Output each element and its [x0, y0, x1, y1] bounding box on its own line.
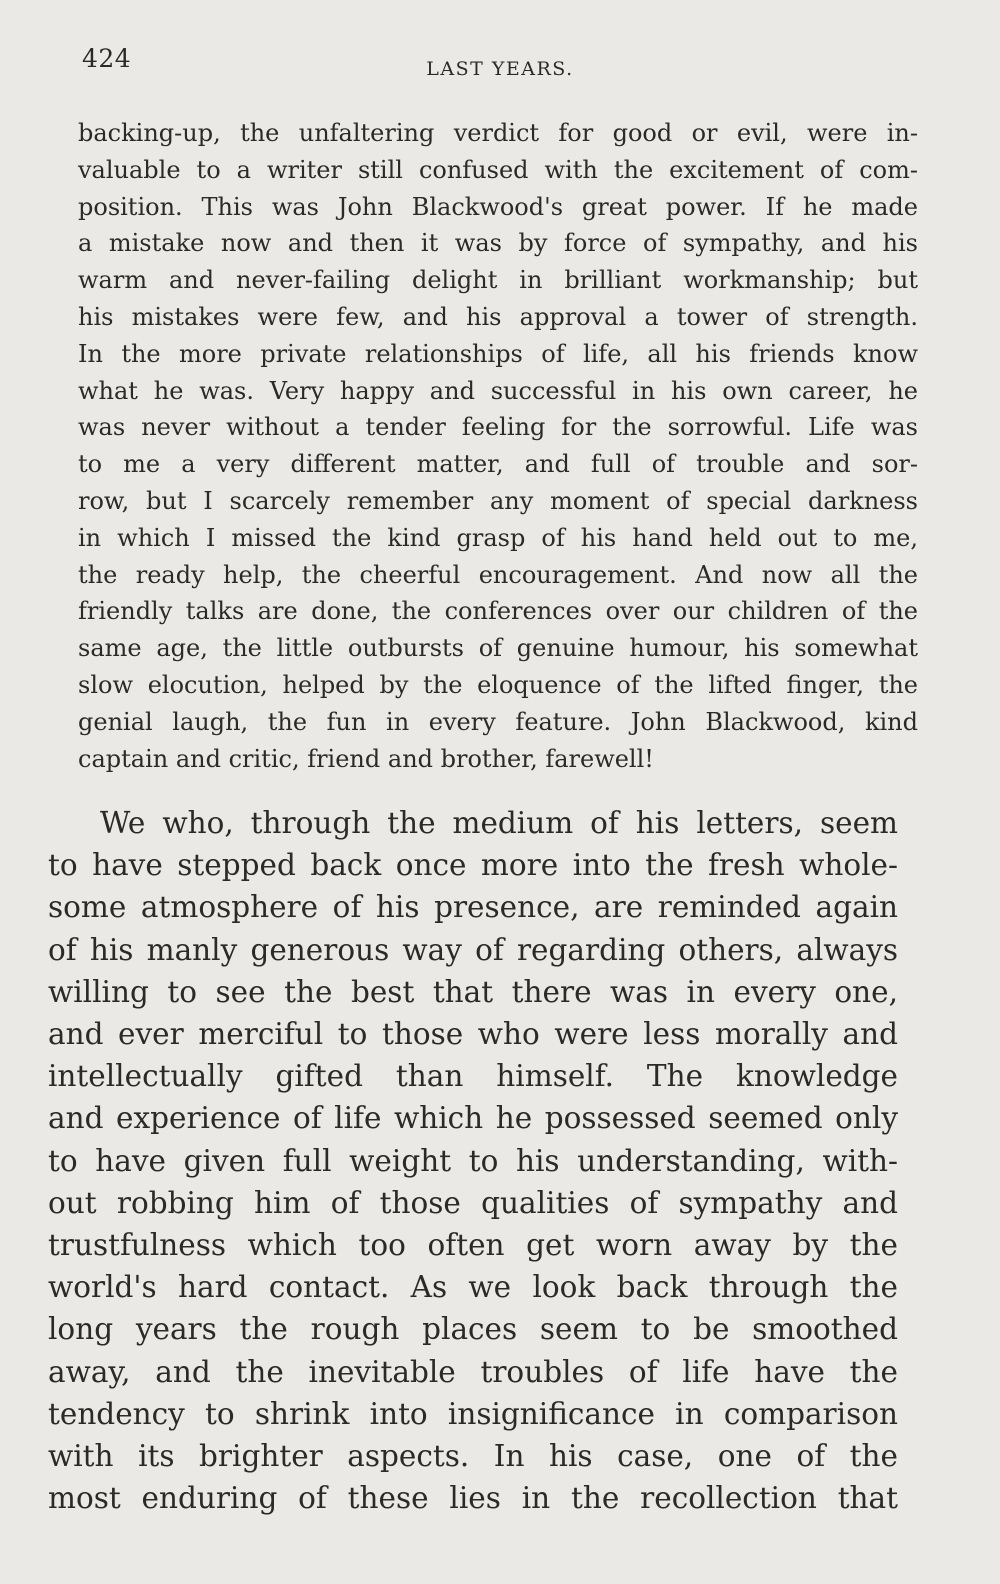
text-line: friendly talks are done, the conferences over our children of the — [78, 597, 918, 626]
text-line: position. This was John Blackwood's great power. If he made — [78, 192, 918, 221]
text-line: to have given full weight to his understanding, with- — [48, 1143, 898, 1178]
text-line: away, and the inevitable troubles of life have the — [48, 1354, 898, 1389]
text-line: what he was. Very happy and successful in his own career, he — [78, 376, 918, 405]
text-line: world's hard contact. As we look back through the — [48, 1270, 898, 1305]
text-line: and ever merciful to those who were less morally and — [48, 1017, 898, 1052]
text-line: backing-up, the unfaltering verdict for good or evil, were in- — [78, 119, 918, 147]
text-line: of his manly generous way of regarding others, always — [48, 932, 898, 967]
text-line: valuable to a writer still confused with the excitement of com- — [78, 155, 918, 184]
text-line: and experience of life which he possessed seemed only — [48, 1101, 898, 1136]
text-line: warm and never-failing delight in brilliant workmanship; but — [78, 266, 918, 295]
text-line: intellectually gifted than himself. The knowledge — [48, 1059, 898, 1094]
text-line: most enduring of these lies in the recollection that — [48, 1481, 898, 1516]
text-line: in which I missed the kind grasp of his hand held out to me, — [78, 523, 918, 552]
running-title: LAST YEARS. — [426, 58, 574, 80]
text-line: tendency to shrink into insignificance in comparison — [48, 1396, 898, 1431]
text-line: We who, through the medium of his letters, seem — [100, 806, 898, 840]
text-line: the ready help, the cheerful encouragement. And now all the — [78, 560, 918, 589]
text-line: trustfulness which too often get worn away by the — [48, 1228, 898, 1263]
text-line: row, but I scarcely remember any moment of special darkness — [78, 486, 918, 515]
text-line: to me a very different matter, and full of trouble and sor- — [78, 450, 918, 479]
text-line: genial laugh, the fun in every feature. John Blackwood, kind — [78, 707, 918, 736]
text-line: a mistake now and then it was by force of sympathy, and his — [78, 229, 918, 258]
text-line: some atmosphere of his presence, are reminded again — [48, 890, 898, 925]
text-line: same age, the little outbursts of genuine humour, his somewhat — [78, 634, 918, 663]
text-line: In the more private relationships of life, all his friends know — [78, 339, 918, 368]
text-line: to have stepped back once more into the fresh whole- — [48, 848, 898, 883]
text-line: captain and critic, friend and brother, farewell! — [78, 744, 654, 773]
text-line: willing to see the best that there was in every one, — [48, 974, 898, 1009]
text-line: with its brighter aspects. In his case, one of the — [48, 1439, 898, 1474]
quoted-paragraph — [78, 115, 918, 777]
main-paragraph — [48, 802, 898, 1519]
text-line: his mistakes were few, and his approval a tower of strength. — [78, 302, 918, 331]
text-line: long years the rough places seem to be smoothed — [48, 1312, 898, 1347]
page-number: 424 — [82, 44, 132, 73]
text-line: was never without a tender feeling for the sorrowful. Life was — [78, 413, 918, 442]
text-line: out robbing him of those qualities of sympathy and — [48, 1185, 898, 1220]
text-line: slow elocution, helped by the eloquence of the lifted finger, the — [78, 670, 918, 699]
